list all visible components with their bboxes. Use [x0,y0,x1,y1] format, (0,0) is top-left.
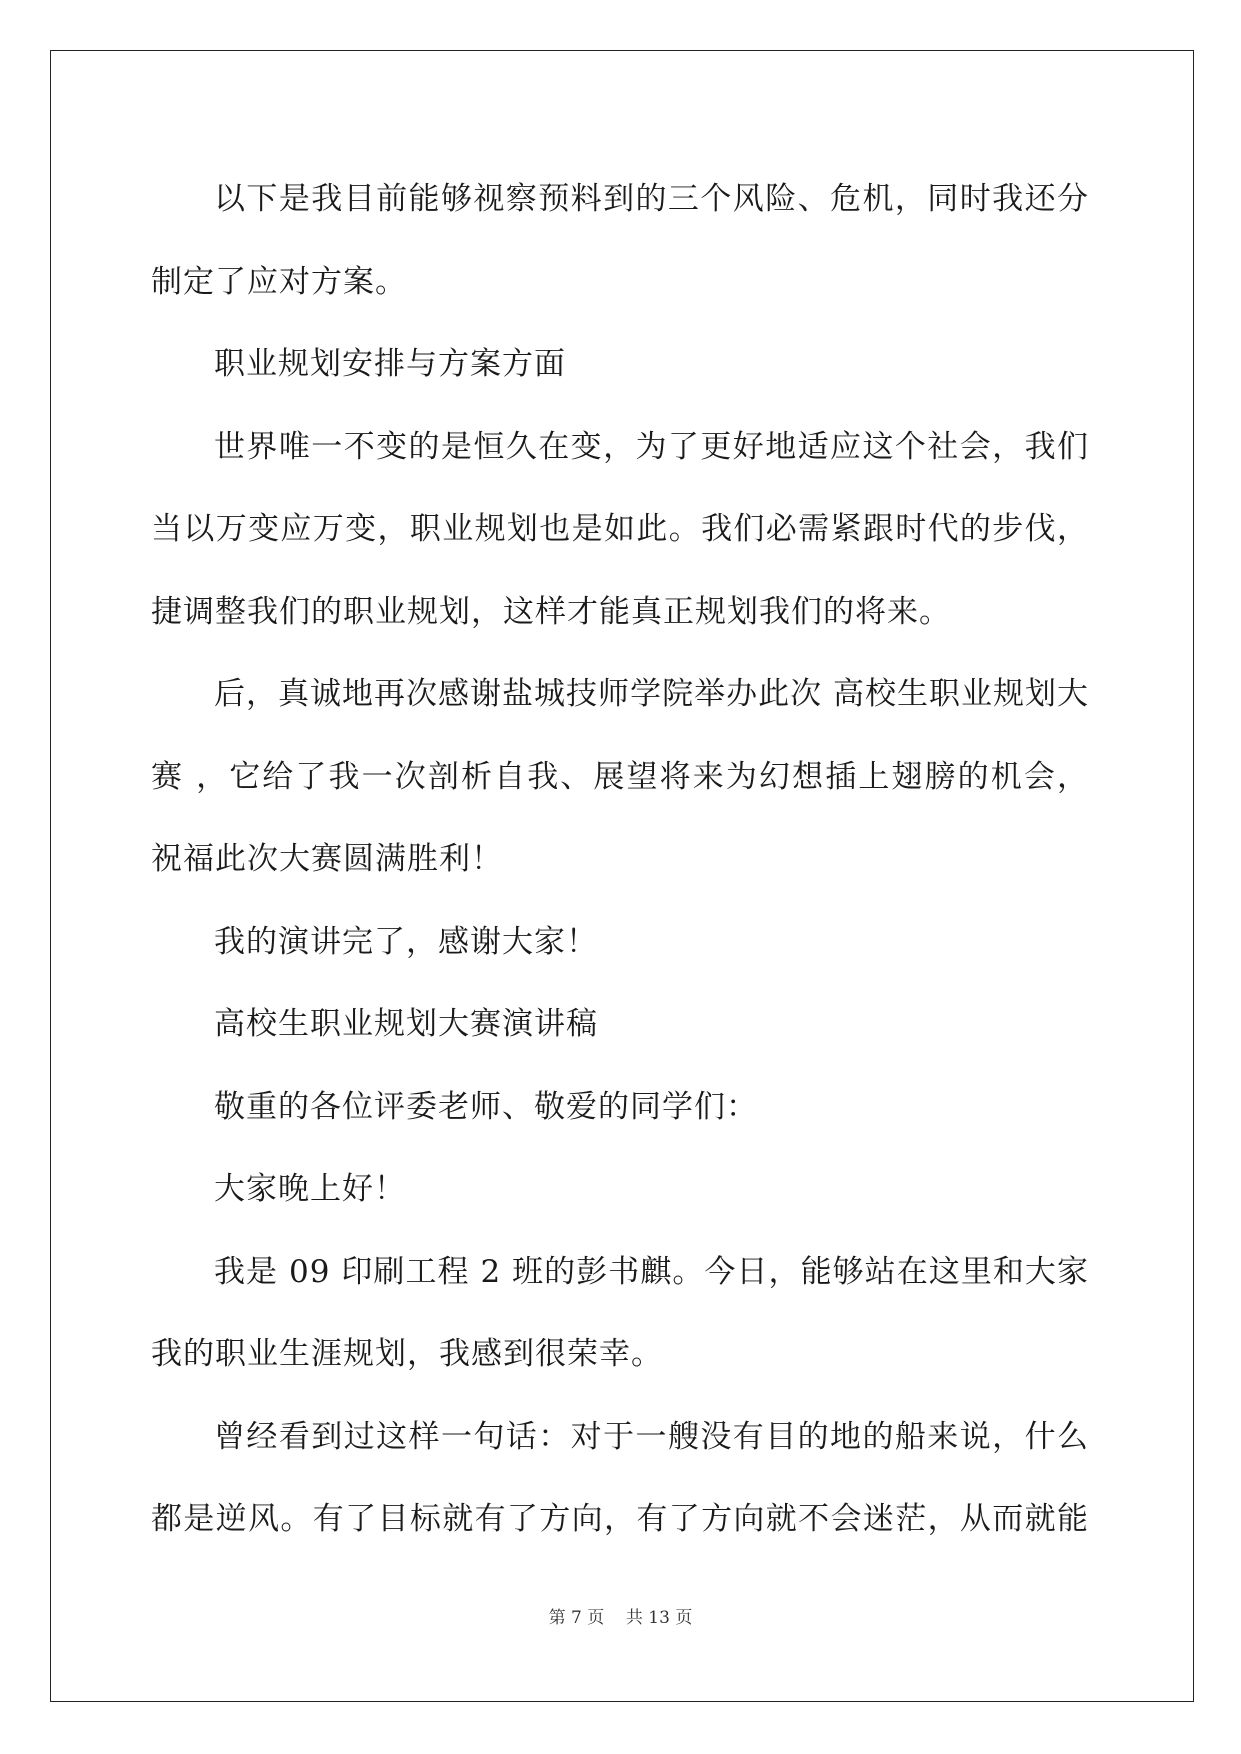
text-line: 当以万变应万变，职业规划也是如此。我们必需紧跟时代的步伐， [151,511,1089,547]
text-line: 赛 ，它给了我一次剖析自我、展望将来为幻想插上翅膀的机会， [151,758,1089,795]
text-line: 曾经看到过这样一句话：对于一艘没有目的地的船来说，什么 [214,1418,1089,1455]
text-line: 我是 09 印刷工程 2 班的彭书麒。今日，能够站在这里和大家 [214,1253,1089,1290]
text-line: 祝福此次大赛圆满胜利！ [151,841,503,877]
text-line: 都是逆风。有了目标就有了方向，有了方向就不会迷茫，从而就能 [151,1501,1089,1537]
text-line: 以下是我目前能够视察预料到的三个风险、危机，同时我还分 [214,181,1089,217]
text-line: 世界唯一不变的是恒久在变，为了更好地适应这个社会，我们 [214,428,1089,465]
page-total: 共 13 页 [625,1608,693,1628]
text-line: 敬重的各位评委老师、敬爱的同学们： [214,1088,758,1125]
text-line: 我的职业生涯规划，我感到很荣幸。 [151,1336,663,1372]
text-line: 职业规划安排与方案方面 [214,346,566,382]
text-line: 后，真诚地再次感谢盐城技师学院举办此次 高校生职业规划大 [214,676,1089,712]
document-body [151,158,1089,1561]
text-line: 高校生职业规划大赛演讲稿 [214,1006,598,1042]
page-footer [0,1603,1241,1628]
text-line: 我的演讲完了，感谢大家！ [214,923,598,960]
text-line: 制定了应对方案。 [151,263,407,300]
page-number: 第 7 页 [548,1608,605,1628]
text-line: 大家晚上好！ [214,1171,406,1207]
text-line: 捷调整我们的职业规划，这样才能真正规划我们的将来。 [151,593,951,630]
